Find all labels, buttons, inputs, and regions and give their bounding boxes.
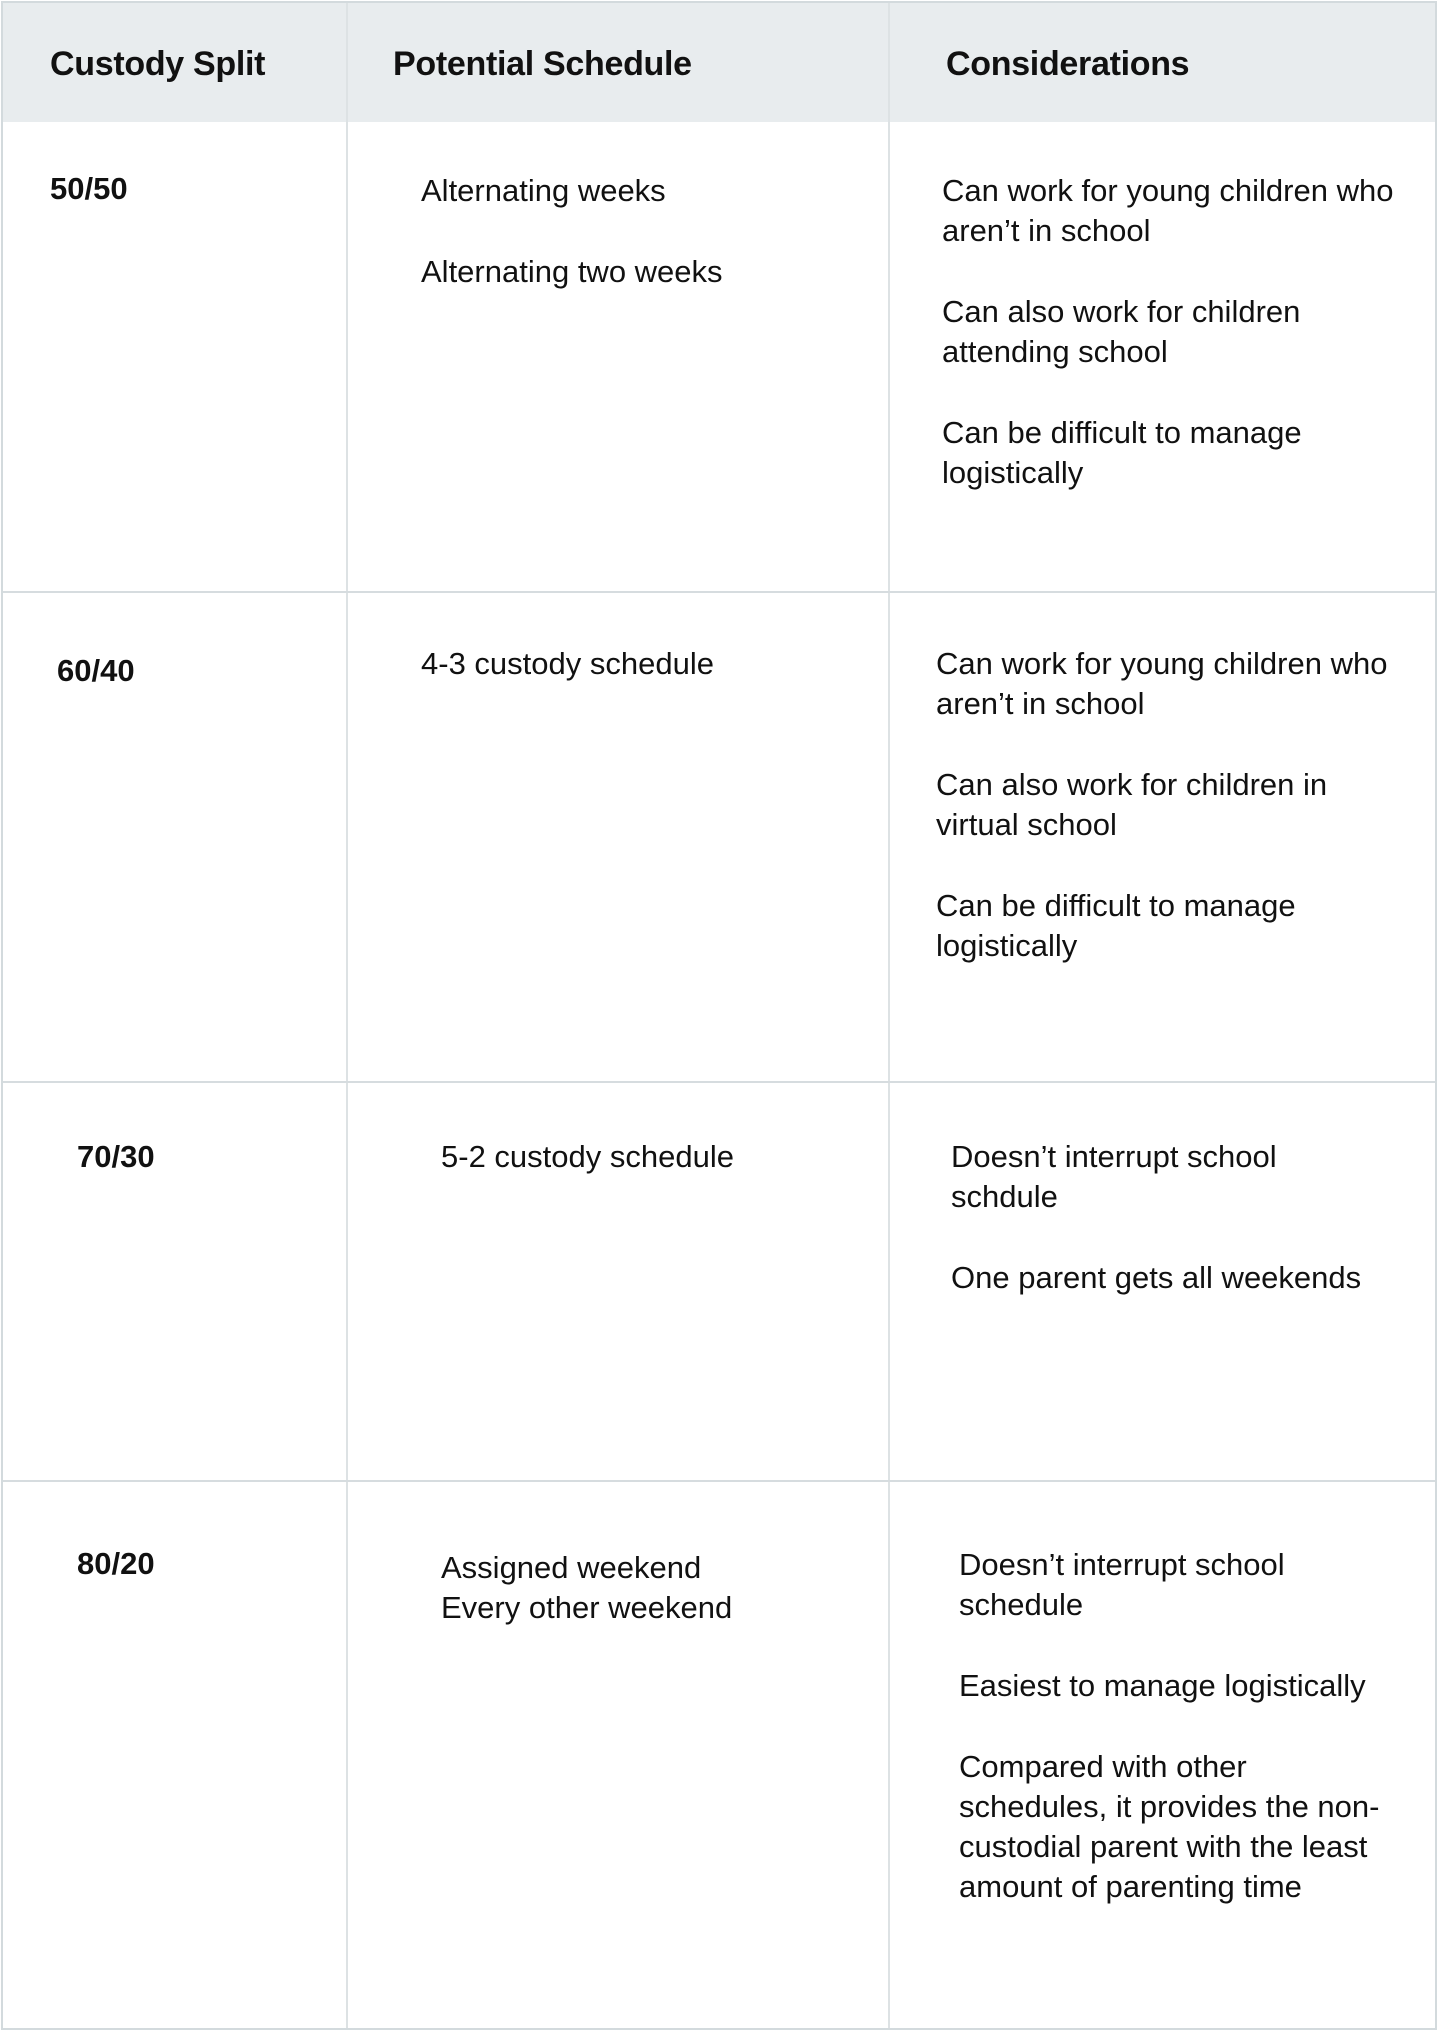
- row-80-20-schedule: [441, 1548, 881, 1628]
- consideration-item: Can work for young children who aren’t in school: [936, 646, 1388, 721]
- row-divider: [3, 591, 1435, 593]
- schedule-item: Alternating weeks: [421, 173, 666, 208]
- column-divider: [888, 3, 890, 2028]
- row-divider: [3, 1081, 1435, 1083]
- row-70-30-considerations: [951, 1137, 1371, 1298]
- consideration-item: Doesn’t interrupt school schedule: [959, 1547, 1285, 1622]
- column-divider: [346, 3, 348, 2028]
- header-potential-schedule: Potential Schedule: [393, 45, 692, 83]
- row-60-40-split: 60/40: [57, 653, 135, 688]
- row-70-30-schedule: [441, 1137, 881, 1177]
- header-custody-split: Custody Split: [50, 45, 266, 83]
- schedule-item: 5-2 custody schedule: [441, 1139, 734, 1174]
- row-60-40-considerations: [936, 644, 1406, 966]
- schedule-item: Every other weekend: [441, 1590, 733, 1625]
- schedule-item: 4-3 custody schedule: [421, 646, 714, 681]
- consideration-item: Can be difficult to manage logistically: [936, 888, 1296, 963]
- consideration-item: Can work for young children who aren’t in school: [942, 173, 1394, 248]
- consideration-item: Can also work for children in virtual school: [936, 767, 1328, 842]
- consideration-item: Compared with other schedules, it provides the non-custodial parent with the least amount of parenting time: [959, 1749, 1380, 1904]
- schedule-item: Assigned weekend: [441, 1550, 702, 1585]
- consideration-item: Can be difficult to manage logistically: [942, 415, 1302, 490]
- row-50-50-considerations: [942, 171, 1412, 493]
- schedule-item: Alternating two weeks: [421, 254, 723, 289]
- row-80-20-split: 80/20: [77, 1546, 155, 1581]
- row-divider: [3, 1480, 1435, 1482]
- row-70-30-split: 70/30: [77, 1139, 155, 1174]
- row-50-50-schedule: [421, 171, 861, 292]
- row-80-20-considerations: [959, 1545, 1399, 1907]
- custody-table: [1, 1, 1437, 2030]
- consideration-item: One parent gets all weekends: [951, 1260, 1362, 1295]
- row-60-40-schedule: [421, 644, 861, 684]
- header-considerations: Considerations: [946, 45, 1190, 83]
- consideration-item: Can also work for children attending school: [942, 294, 1301, 369]
- consideration-item: Doesn’t interrupt school schdule: [951, 1139, 1277, 1214]
- row-50-50-split: 50/50: [50, 171, 128, 206]
- consideration-item: Easiest to manage logistically: [959, 1668, 1366, 1703]
